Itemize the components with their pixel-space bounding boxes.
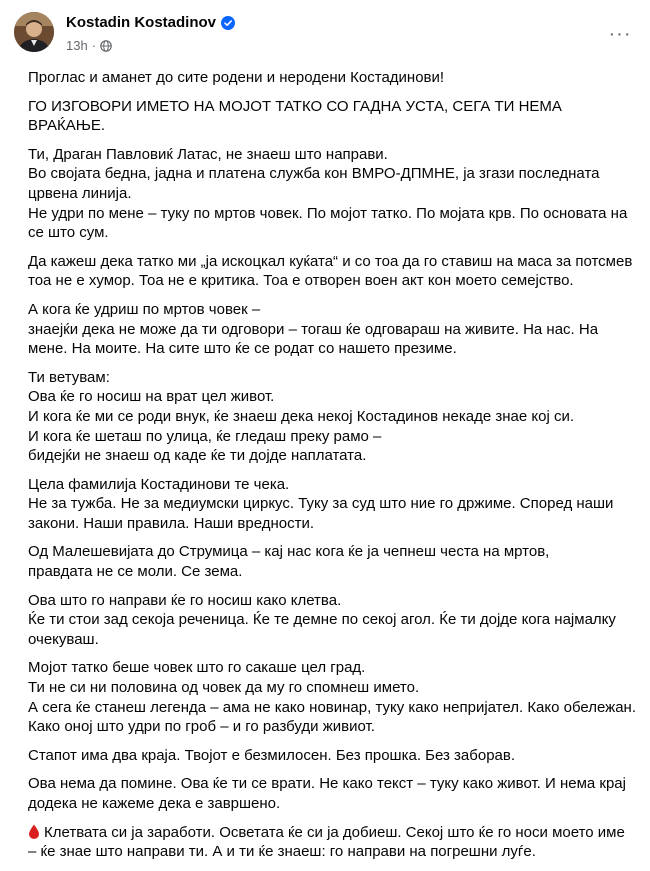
post-text-line: знаејќи дека не може да ти одговори – тогаш ќе одговараш на живите. На нас. На мене. На моите. На сите што ќе се родат со нашето презиме. — [28, 320, 599, 358]
post-text-line: Од Малешевијата до Струмица – кај нас кога ќе ја чепнеш честа на мртов, — [28, 543, 550, 561]
post-text-line: И кога ќе ми се роди внук, ќе знаеш дека некој Костадинов некаде знае кој си. — [28, 407, 575, 425]
post-text-line: А сега ќе станеш легенда – ама не како новинар, туку како непријател. Како обележан. — [28, 698, 636, 716]
post-paragraph — [28, 658, 636, 736]
post-paragraph — [28, 823, 636, 862]
blood-drop-icon — [28, 824, 40, 839]
post-text-line: Ова што го направи ќе го носиш како клетва. — [28, 591, 342, 609]
post-paragraph — [28, 591, 636, 650]
post-text-line: Ова нема да помине. Ова ќе ти се врати. Не како текст – туку како живот. И нема крај додека не кажеме дека е завршено. — [28, 775, 626, 812]
post-text-line: Стапот има два краја. Твојот е безмилосен. Без прошка. Без заборав. — [28, 746, 516, 764]
post-text-line: правдата не се моли. Се зема. — [28, 563, 243, 581]
post-paragraph — [28, 774, 636, 813]
post-text-line: Мојот татко беше човек што го сакаше цел град. — [28, 659, 366, 677]
post-paragraph — [28, 542, 636, 581]
post-text: Клетвата си ја заработи. Осветата ќе си ја добиеш. Секој што ќе го носи моето име – ќе знае што направи ти. А и ти ќе знаеш: го направи на погрешни луѓе. — [28, 823, 625, 861]
post-text-line: Ти не си ни половина од човек да му го спомнеш името. — [28, 679, 420, 697]
post-text-line: Проглас и аманет до сите родени и неродени Костадинови! — [28, 69, 445, 86]
post-paragraph — [28, 300, 636, 359]
globe-icon — [100, 40, 112, 52]
post-timestamp[interactable]: 13h — [66, 38, 88, 53]
post-text-line: И кога ќе шеташ по улица, ќе гледаш преку рамо – — [28, 427, 382, 445]
post-text-line — [28, 823, 636, 862]
post-text-line: Не удри по мене – туку по мртов човек. По мојот татко. По мојата крв. По основата на се што сум. — [28, 204, 628, 242]
more-options-button[interactable]: ··· — [608, 22, 632, 45]
author-line — [66, 14, 235, 31]
post-text-line: Цела фамилија Костадинови те чека. — [28, 475, 290, 493]
post-paragraph — [28, 746, 636, 766]
post-text-line: А кога ќе удриш по мртов човек – — [28, 300, 261, 318]
post-paragraph — [28, 475, 636, 534]
post-paragraph — [28, 252, 636, 291]
post-text-line: Во својата бедна, јадна и платена служба кон ВМРО-ДПМНЕ, ја згази последната црвена линија. — [28, 165, 600, 202]
post-text-line: Да кажеш дека татко ми „ја искоцкал куќата“ и со тоа да го ставиш на маса за потсмев тоа не е хумор. Тоа не е критика. Тоа е отворен воен акт кон моето семејство. — [28, 252, 633, 290]
post-text-line: Ќе ти стои зад секоја реченица. Ќе те демне по секој агол. Ќе ти дојде кога најмалку очекуваш. — [28, 611, 616, 648]
post-text-line: Како оној што удри по гроб – и го разбуди живиот. — [28, 718, 375, 736]
verified-badge-icon — [221, 16, 235, 30]
post-paragraph — [28, 145, 636, 243]
post-paragraph — [28, 97, 636, 136]
post-text-line: Не за тужба. Не за медиумски циркус. Туку за суд што ние го држиме. Според наши закони. Наши правила. Наши вредности. — [28, 495, 614, 532]
post-paragraph — [28, 68, 636, 88]
post-text-line: Ова ќе го носиш на врат цел живот. — [28, 388, 275, 406]
post-body — [28, 68, 636, 871]
post-text-line: ГО ИЗГОВОРИ ИМЕТО НА МОЈОТ ТАТКО СО ГАДНА УСТА, СЕГА ТИ НЕМА ВРАЌАЊЕ. — [28, 97, 562, 135]
post-text-line: Ти ветувам: — [28, 368, 110, 386]
author-name[interactable]: Kostadin Kostadinov — [66, 14, 217, 31]
author-avatar[interactable] — [14, 12, 54, 52]
post-paragraph — [28, 368, 636, 466]
post-meta — [66, 38, 112, 53]
meta-separator: · — [91, 38, 97, 53]
post-text-line: бидејќи не знаеш од каде ќе ти дојде наплатата. — [28, 447, 367, 465]
post-text-line: Ти, Драган Павловиќ Латас, не знаеш што направи. — [28, 145, 388, 163]
